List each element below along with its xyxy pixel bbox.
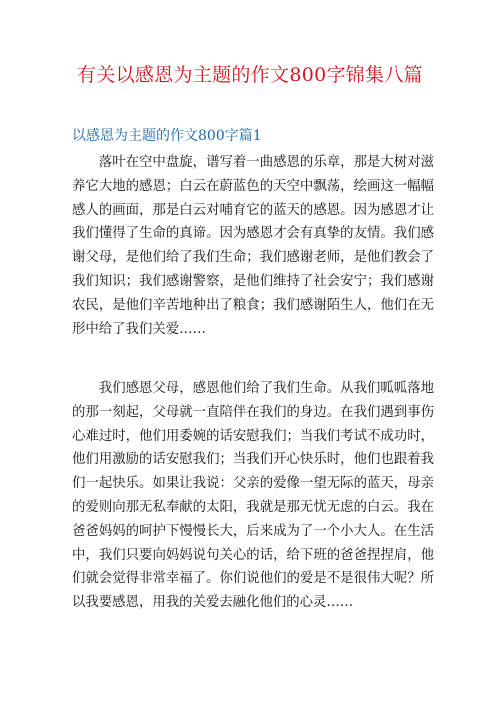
body-paragraph-1: 落叶在空中盘旋，谱写着一曲感恩的乐章，那是大树对滋养它大地的感恩；白云在蔚蓝色的天空中飘荡，绘画这一幅幅感人的画面，那是白云对哺育它的蓝天的感恩。因为感恩才让我们懂得了生命的真谛。因为感恩才会有真挚的友情。我们感谢父母，是他们给了我们生命；我们感谢老师，是他们教会了我们知识；我们感谢警察，是他们维持了社会安宁；我们感谢农民，是他们辛苦地种出了粮食；我们感谢陌生人，他们在无形中给了我们关爱……: [72, 155, 434, 337]
section-heading: 以感恩为主题的作文800字篇1: [72, 128, 262, 144]
body-paragraph-2: 我们感恩父母，感恩他们给了我们生命。从我们呱呱落地的那一刻起，父母就一直陪伴在我们的身边。在我们遇到事伤心难过时，他们用委婉的话安慰我们；当我们考试不成功时，他们用激励的话安慰我们；当我们开心快乐时，他们也跟着我们一起快乐。如果让我说：父亲的爱像一望无际的蓝天，母亲的爱则向那无私奉献的太阳，我就是那无忧无虑的白云。我在爸爸妈妈的呵护下慢慢长大，后来成为了一个小大人。在生活中，我们只要向妈妈说句关心的话，给下班的爸爸捏捏肩，他们就会觉得非常幸福了。你们说他们的爱是不是很伟大呢？所以我要感恩，用我的关爱去融化他们的心灵……: [72, 381, 434, 611]
document-title: 有关以感恩为主题的作文800字锦集八篇: [77, 64, 423, 86]
